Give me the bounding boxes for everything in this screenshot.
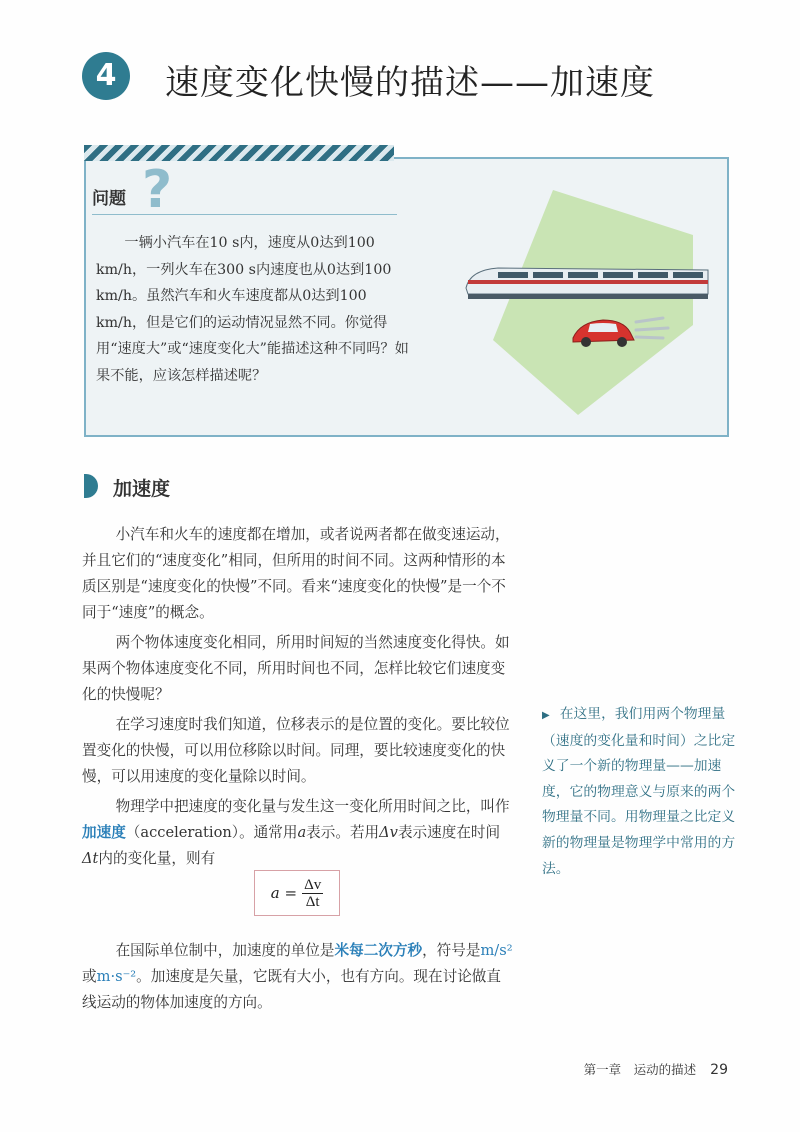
side-note-arrow-icon: ▶: [542, 710, 550, 721]
side-note-text: 在这里，我们用两个物理量（速度的变化量和时间）之比定义了一个新的物理量——加速度，它的物理意义与原来的两个物理量不同。用物理量之比定义新的物理量是物理学中常用的方法。: [542, 706, 736, 877]
page-number: 29: [710, 1062, 728, 1078]
paragraph-5: 在国际单位制中，加速度的单位是米每二次方秒，符号是m/s²或m·s⁻²。加速度是矢量，它既有大小，也有方向。现在讨论做直线运动的物体加速度的方向。: [82, 942, 513, 1011]
illustration-background: [493, 190, 693, 415]
problem-box-stripe: [84, 145, 394, 161]
section-marker: [84, 474, 98, 498]
unit-symbol-1: m/s²: [480, 942, 513, 959]
problem-heading: 问题: [92, 189, 126, 209]
paragraph-2: 两个物体速度变化相同，所用时间短的当然速度变化得快。如果两个物体速度变化不同，所用时间也不同，怎样比较它们速度变化的快慢呢？: [82, 634, 510, 703]
side-note: [542, 702, 738, 882]
train-icon: [466, 268, 708, 299]
problem-text: 一辆小汽车在10 s内，速度从0达到100 km/h，一列火车在300 s内速度也从0达到100 km/h。虽然汽车和火车速度都从0达到100 km/h，但是它们的运动情况显然不同。你觉得用“速度大”或“速度变化大”能描述这种不同吗？如果不能，应该怎样描述呢？: [96, 235, 409, 384]
formula-fraction: [302, 877, 323, 910]
unit-symbol-2: m·s⁻²: [96, 968, 137, 985]
paragraph-3: 在学习速度时我们知道，位移表示的是位置的变化。要比较位置变化的快慢，可以用位移除以时间。同理，要比较速度变化的快慢，可以用速度的变化量除以时间。: [82, 716, 510, 785]
section-number-badge: 4: [82, 52, 130, 100]
section-title: 加速度: [113, 478, 171, 500]
acceleration-formula: [254, 870, 340, 916]
problem-divider: [92, 214, 397, 215]
unit-name: 米每二次方秒: [334, 942, 423, 959]
page-title: 速度变化快慢的描述——加速度: [165, 63, 655, 103]
train-car-illustration: [458, 190, 713, 420]
paragraph-1: 小汽车和火车的速度都在增加，或者说两者都在做变速运动，并且它们的“速度变化”相同，但所用的时间不同。这两种情形的本质区别是“速度变化的快慢”不同。看来“速度变化的快慢”是一个不同于“速度”的概念。: [82, 526, 510, 621]
formula-denominator: Δt: [305, 893, 320, 910]
paragraph-4: 物理学中把速度的变化量与发生这一变化所用时间之比，叫作加速度（acceleration）。通常用a表示。若用Δv表示速度在时间Δt内的变化量，则有: [82, 798, 510, 867]
body-text: [82, 522, 514, 876]
formula-lhs: a =: [270, 884, 298, 902]
question-mark-icon: ?: [142, 160, 173, 220]
page-footer: [584, 1060, 728, 1078]
chapter-label: 第一章 运动的描述: [583, 1062, 697, 1077]
formula-numerator: Δv: [304, 876, 322, 893]
body-text-2: [82, 938, 514, 1016]
term-acceleration: 加速度: [82, 824, 126, 841]
